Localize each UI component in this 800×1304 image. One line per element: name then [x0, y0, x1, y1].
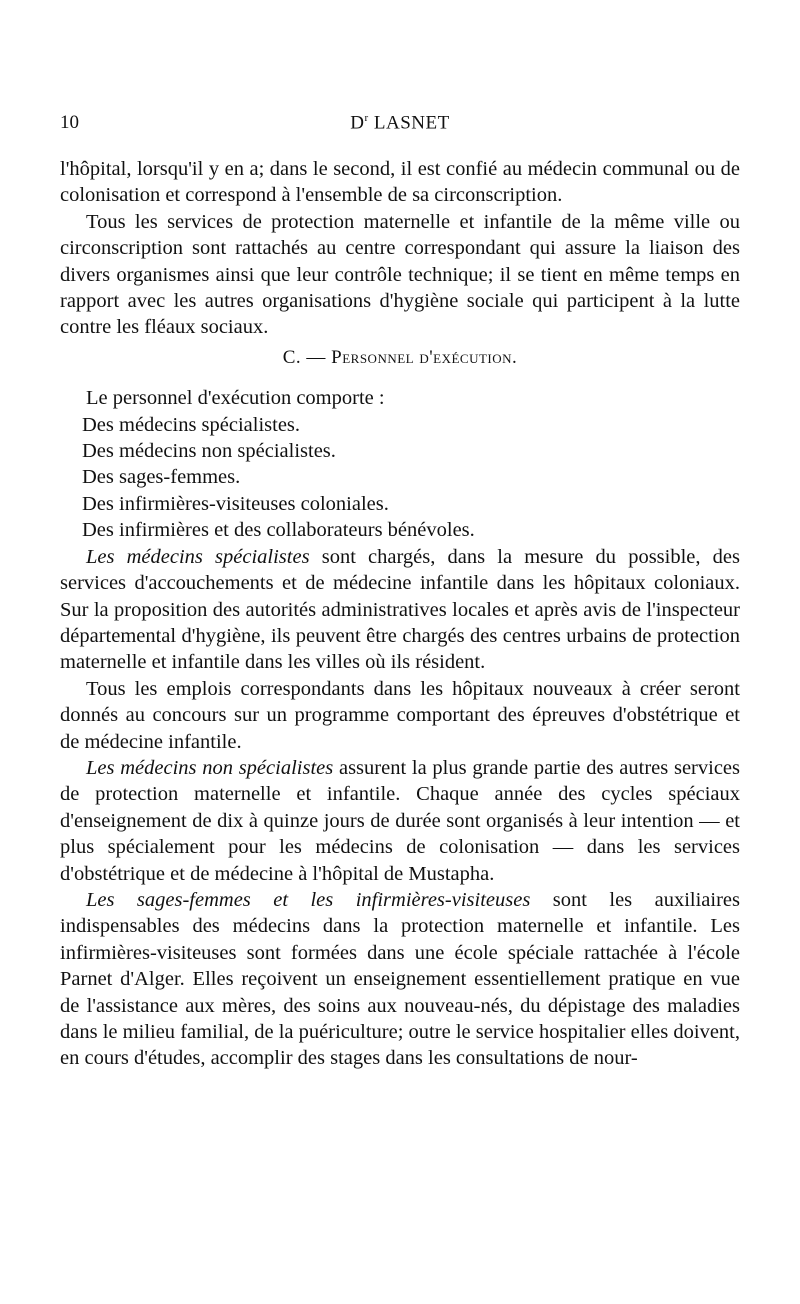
paragraph-specialists: [60, 544, 740, 676]
paragraph-continuation: l'hôpital, lorsqu'il y en a; dans le second, il est confié au médecin communal ou de colonisation et correspond à l'ensemble de sa circonscription.: [60, 158, 740, 207]
midwives-lead: Les sages-femmes et les infirmières-visiteuses: [86, 888, 531, 911]
list-item: Des infirmières-visiteuses coloniales.: [82, 492, 389, 515]
section-heading: [60, 345, 740, 371]
page-number: 10: [60, 112, 79, 133]
non-specialists-text: assurent la plus grande partie des autres services de protection maternelle et infantile. Chaque année des cycles spéciaux d'enseignement de dix à quinze jours de durée sont organisés à leur intention — et plus spécialement pour les médecins de colonisation — dans les services d'obstétrique et de médecine à l'hôpital de Mustapha.: [60, 756, 741, 885]
running-head: [60, 112, 740, 134]
list-intro: Le personnel d'exécution comporte :: [86, 387, 385, 410]
page-body: [60, 156, 740, 1072]
page-header: [60, 112, 740, 138]
running-head-prefix: D: [350, 112, 365, 134]
section-letter: C. —: [282, 346, 332, 368]
non-specialists-lead: Les médecins non spécialistes: [86, 756, 334, 779]
section-title: Personnel d'exécution.: [331, 346, 518, 368]
list-item: Des médecins spécialistes.: [82, 413, 301, 436]
midwives-text: sont les auxiliaires indispensables des médecins dans la protection maternelle et infantile. Les infirmières-visiteuses sont formées dans une école spéciale rattachée à l'école Parnet d'Alger. Elles reçoivent un enseignement essentiellement pratique en vue de l'assistance aux mères, des soins aux nouveau-nés, du dépistage des maladies dans le milieu familial, de la puériculture; outre le service hospitalier elles doivent, en cours d'études, accomplir des stages dans les consultations de nour-: [60, 888, 740, 1070]
running-head-superscript: r: [364, 112, 369, 124]
specialists-text: sont chargés, dans la mesure du possible, des services d'accouchements et de médecine infantile dans les hôpitaux coloniaux. Sur la proposition des autorités administratives locales et après avis de l'inspecteur départemental d'hygiène, ils peuvent être chargés des centres urbains de protection maternelle et infantile dans les villes où ils résident.: [60, 545, 740, 674]
paragraph-non-specialists: [60, 755, 740, 887]
paragraph-services: Tous les services de protection maternelle et infantile de la même ville ou circonscription sont rattachés au centre correspondant qui assure la liaison des divers organismes ainsi que leur contrôle technique; il se tient en même temps en rapport avec les autres organisations d'hygiène sociale qui participent à la lutte contre les fléaux sociaux.: [60, 210, 740, 339]
list-item: Des médecins non spécialistes.: [82, 440, 336, 463]
paragraph-employment: Tous les emplois correspondants dans les hôpitaux nouveaux à créer seront donnés au concours sur un programme comportant des épreuves d'obstétrique et de médecine infantile.: [60, 677, 740, 753]
personnel-list: [60, 412, 740, 544]
specialists-lead: Les médecins spécialistes: [86, 545, 310, 568]
running-head-name: LASNET: [373, 112, 450, 134]
list-item: Des sages-femmes.: [82, 466, 241, 489]
paragraph-midwives-nurses: [60, 887, 740, 1072]
list-item: Des infirmières et des collaborateurs bénévoles.: [82, 519, 475, 542]
